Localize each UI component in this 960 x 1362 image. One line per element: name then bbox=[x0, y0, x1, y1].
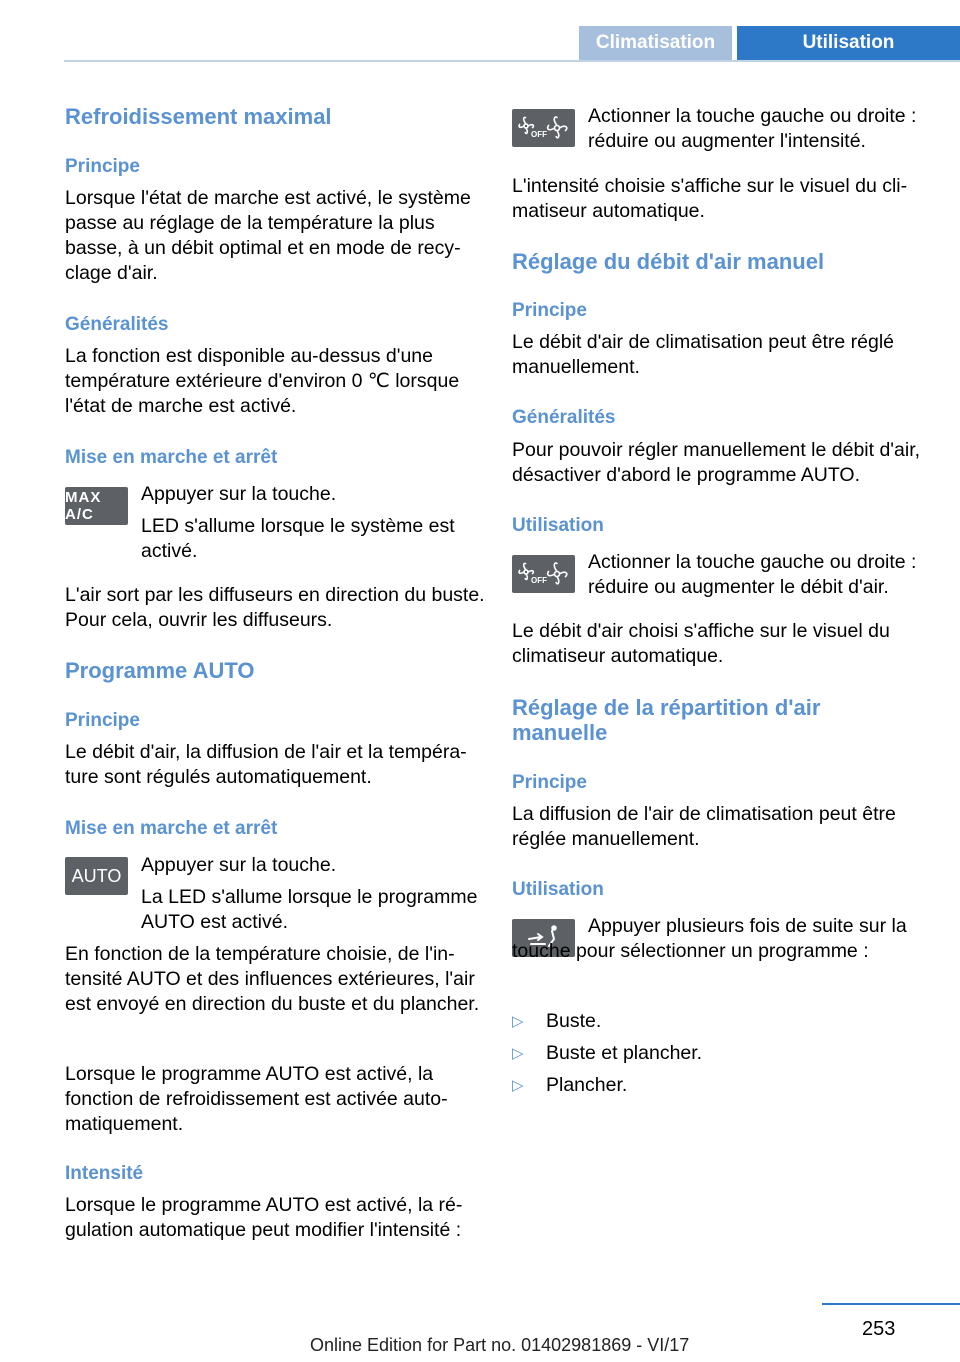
subheading-principe: Principe bbox=[65, 156, 140, 177]
subheading-generalites: Généralités bbox=[512, 407, 616, 428]
auto-button-image bbox=[65, 857, 128, 895]
subheading-mise-en-marche: Mise en marche et arrêt bbox=[65, 447, 278, 468]
paragraph-actionner: Actionner la touche gauche ou droite : réduire ou augmenter l'intensité. bbox=[588, 105, 917, 152]
fan-button-image bbox=[512, 109, 575, 147]
off-label: OFF bbox=[531, 576, 547, 585]
paragraph-appuyer-plusieurs: Appuyer plusieurs fois de suite sur la touche pour sélectionner un programme : bbox=[512, 915, 907, 962]
paragraph-principe: Le débit d'air, la diffusion de l'air et la température sont régulés automatiquement. bbox=[65, 741, 467, 788]
header-divider bbox=[64, 60, 960, 62]
paragraph-fonction: En fonction de la température choisie, de l'intensité AUTO et des influences extérieures, l'air est envoyé en direction du buste et du plancher. bbox=[65, 943, 480, 1015]
list-item-text: Plancher. bbox=[546, 1074, 628, 1096]
paragraph-appuyer: Appuyer sur la touche. bbox=[141, 483, 337, 505]
subheading-intensite: Intensité bbox=[65, 1163, 144, 1184]
heading-programme-auto: Programme AUTO bbox=[65, 658, 255, 683]
page-number-rule bbox=[822, 1303, 960, 1305]
subheading-utilisation: Utilisation bbox=[512, 879, 604, 900]
heading-debit-manuel: Réglage du débit d'air manuel bbox=[512, 249, 825, 274]
paragraph-led: La LED s'allume lorsque le programme AUTO est activé. bbox=[141, 886, 478, 933]
auto-label: AUTO bbox=[71, 865, 122, 886]
paragraph-principe: La diffusion de l'air de climatisation peut être réglée manuellement. bbox=[512, 803, 896, 850]
triangle-bullet-icon: ▷ bbox=[512, 1077, 524, 1094]
heading-repartition-manuelle: Réglage de la répartition d'air manuelle bbox=[512, 695, 821, 745]
paragraph-principe: Lorsque l'état de marche est activé, le système passe au réglage de la température la plus basse, à un débit optimal et en mode de recyclage d'air. bbox=[65, 187, 471, 284]
page-number: 253 bbox=[862, 1318, 896, 1340]
paragraph-led: LED s'allume lorsque le système est activé. bbox=[141, 515, 455, 562]
paragraph-generalites: Pour pouvoir régler manuellement le débit d'air, désactiver d'abord le programme AUTO. bbox=[512, 439, 921, 486]
footer-edition: Online Edition for Part no. 01402981869 - VI/17 bbox=[310, 1335, 690, 1355]
subheading-utilisation: Utilisation bbox=[512, 515, 604, 536]
subheading-mise-en-marche: Mise en marche et arrêt bbox=[65, 818, 278, 839]
fan-button-image bbox=[512, 555, 575, 593]
paragraph-intensite: Lorsque le programme AUTO est activé, la régulation automatique peut modifier l'intensité : bbox=[65, 1194, 463, 1241]
off-label: OFF bbox=[531, 130, 547, 139]
subheading-principe: Principe bbox=[512, 300, 587, 321]
max-ac-button-image bbox=[65, 487, 128, 525]
heading-refroidissement: Refroidissement maximal bbox=[65, 104, 332, 129]
paragraph-visuel: Le débit d'air choisi s'affiche sur le visuel du climatiseur automatique. bbox=[512, 620, 890, 667]
list-item-text: Buste et plancher. bbox=[546, 1042, 703, 1064]
fan-icon bbox=[512, 555, 575, 593]
tab-utilisation[interactable]: Utilisation bbox=[737, 26, 960, 60]
triangle-bullet-icon: ▷ bbox=[512, 1045, 524, 1062]
list-item-text: Buste. bbox=[546, 1010, 602, 1032]
subheading-generalites: Généralités bbox=[65, 314, 169, 335]
subheading-principe: Principe bbox=[65, 710, 140, 731]
paragraph-principe: Le débit d'air de climatisation peut être réglé manuellement. bbox=[512, 331, 895, 378]
triangle-bullet-icon: ▷ bbox=[512, 1013, 524, 1030]
subheading-principe: Principe bbox=[512, 772, 587, 793]
fan-icon bbox=[512, 109, 575, 147]
paragraph-refroidissement-auto: Lorsque le programme AUTO est activé, la fonction de refroidissement est activée automatiquement. bbox=[65, 1063, 448, 1135]
paragraph-visuel: L'intensité choisie s'affiche sur le visuel du climatiseur automatique. bbox=[512, 175, 908, 222]
paragraph-diffuseurs: L'air sort par les diffuseurs en direction du buste. Pour cela, ouvrir les diffuseurs. bbox=[65, 584, 485, 631]
paragraph-appuyer: Appuyer sur la touche. bbox=[141, 854, 337, 876]
paragraph-generalites: La fonction est disponible au-dessus d'une température extérieure d'environ 0 ℃ lorsque l'état de marche est activé. bbox=[65, 345, 460, 417]
paragraph-actionner: Actionner la touche gauche ou droite : réduire ou augmenter le débit d'air. bbox=[588, 551, 917, 598]
tab-climatisation[interactable]: Climatisation bbox=[579, 26, 732, 60]
max-ac-label: MAX A/C bbox=[65, 489, 102, 523]
